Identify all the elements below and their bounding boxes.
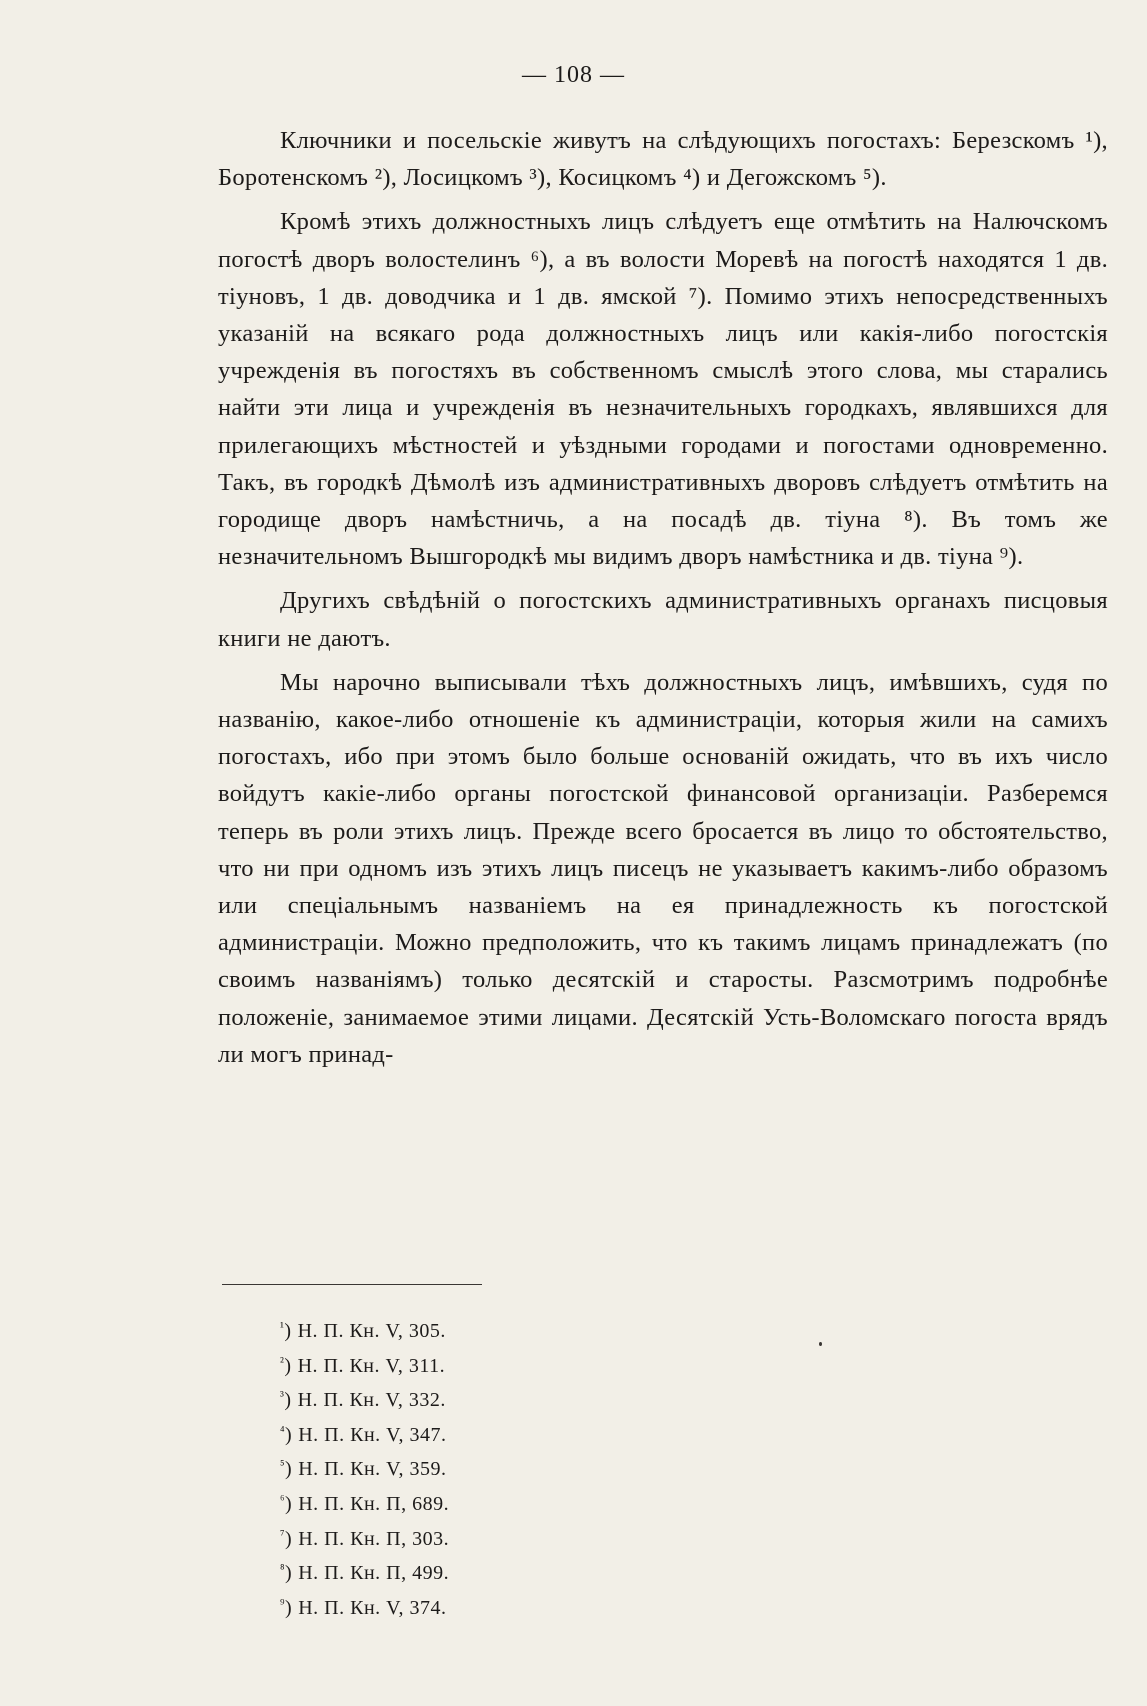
footnote-marker: ⁵ — [280, 1457, 286, 1473]
ink-speck — [819, 1342, 822, 1346]
footnote: $^{^3}$) Н. П. Кн. V, 332. — [280, 1388, 446, 1412]
footnote-text: Н. П. Кн. П, 689. — [298, 1492, 450, 1515]
footnote-text: Н. П. Кн. V, 311. — [297, 1354, 446, 1377]
paragraph: Ключники и посельскіе живутъ на слѣдующихъ погостахъ: Березскомъ ¹), Боротенскомъ ²), Лосицкомъ ³), Косицкомъ ⁴) и Дегожскомъ ⁵). — [218, 127, 1108, 192]
main-text — [218, 122, 1108, 1073]
footnote-marker: ⁹ — [280, 1595, 286, 1611]
footnotes — [280, 1312, 449, 1623]
footnote-text: Н. П. Кн. V, 374. — [298, 1596, 447, 1619]
footnote-text: Н. П. Кн. П, 303. — [298, 1527, 450, 1550]
footnote-text: Н. П. Кн. V, 332. — [297, 1389, 446, 1412]
footnote-marker: ⁶ — [280, 1491, 286, 1507]
footnote-marker: ² — [280, 1353, 285, 1369]
paragraph: Другихъ свѣдѣній о погостскихъ административныхъ органахъ писцовыя книги не даютъ. — [218, 587, 1108, 652]
paragraph: Мы нарочно выписывали тѣхъ должностныхъ лицъ, имѣвшихъ, судя по названію, какое-либо отношеніе къ администраціи, которыя жили на самихъ погостахъ, ибо при этомъ было больше основаній ожидать, что въ ихъ число войдутъ какіе-либо органы погостской финансовой организаціи. Разберемся теперь въ роли этихъ лицъ. Прежде всего бросается въ лицо то обстоятельство, что ни при одномъ изъ этихъ лицъ писецъ не указываетъ какимъ-либо образомъ или спеціальнымъ названіемъ на ея принадлежность къ погостской администраціи. Можно предположить, что къ такимъ лицамъ принадлежатъ (по своимъ названіямъ) только десятскій и старосты. Разсмотримъ подробнѣе положеніе, занимаемое этими лицами. Десятскій Усть-Воломскаго погоста врядъ ли могъ принад- — [218, 668, 1108, 1068]
footnote: $^{^9}$) Н. П. Кн. V, 374. — [280, 1595, 447, 1619]
footnote-text: Н. П. Кн. П, 499. — [298, 1562, 450, 1585]
footnote: $^{^6}$) Н. П. Кн. П, 689. — [280, 1491, 450, 1515]
footnote-marker: ⁸ — [280, 1561, 286, 1577]
footnote: $^{^7}$) Н. П. Кн. П, 303. — [280, 1526, 450, 1550]
footnote-marker: ³ — [280, 1388, 285, 1404]
footnote: $^{^8}$) Н. П. Кн. П, 499. — [280, 1561, 450, 1585]
footnote: $^{^5}$) Н. П. Кн. V, 359. — [280, 1457, 447, 1481]
footnote: $^{^2}$) Н. П. Кн. V, 311. — [280, 1353, 446, 1377]
footnote-text: Н. П. Кн. V, 347. — [298, 1423, 447, 1446]
footnote-marker: ¹ — [280, 1319, 285, 1334]
footnote-separator — [222, 1284, 482, 1285]
footnote-text: Н. П. Кн. V, 305. — [297, 1320, 446, 1342]
paragraph: Кромѣ этихъ должностныхъ лицъ слѣдуетъ еще отмѣтить на Налючскомъ погостѣ дворъ волостелинъ ⁶), а въ волости Моревѣ на погостѣ находятся 1 дв. тіуновъ, 1 дв. доводчика и 1 дв. ямской ⁷). Помимо этихъ непосредственныхъ указаній на всякаго рода должностныхъ лицъ или какія-либо погостскія учрежденія въ погостяхъ въ собственномъ смыслѣ этого слова, мы старались найти эти лица и учрежденія въ незначительныхъ городкахъ, являвшихся для прилегающихъ мѣстностей и уѣздными городами и погостами одновременно. Такъ, въ городкѣ Дѣмолѣ изъ административныхъ дворовъ слѣдуетъ отмѣтить на городище дворъ намѣстничь, а на посадѣ дв. тіуна ⁸). Въ томъ же незначительномъ Вышгородкѣ мы видимъ дворъ намѣстника и дв. тіуна ⁹). — [218, 208, 1108, 571]
footnote: $^{^4}$) Н. П. Кн. V, 347. — [280, 1422, 447, 1446]
footnote-marker: ⁴ — [280, 1422, 286, 1438]
footnote: $^{^1}$) Н. П. Кн. V, 305. — [280, 1319, 446, 1342]
footnote-text: Н. П. Кн. V, 359. — [298, 1458, 447, 1481]
page-number: — 108 — — [522, 62, 625, 88]
footnote-marker: ⁷ — [280, 1526, 286, 1542]
